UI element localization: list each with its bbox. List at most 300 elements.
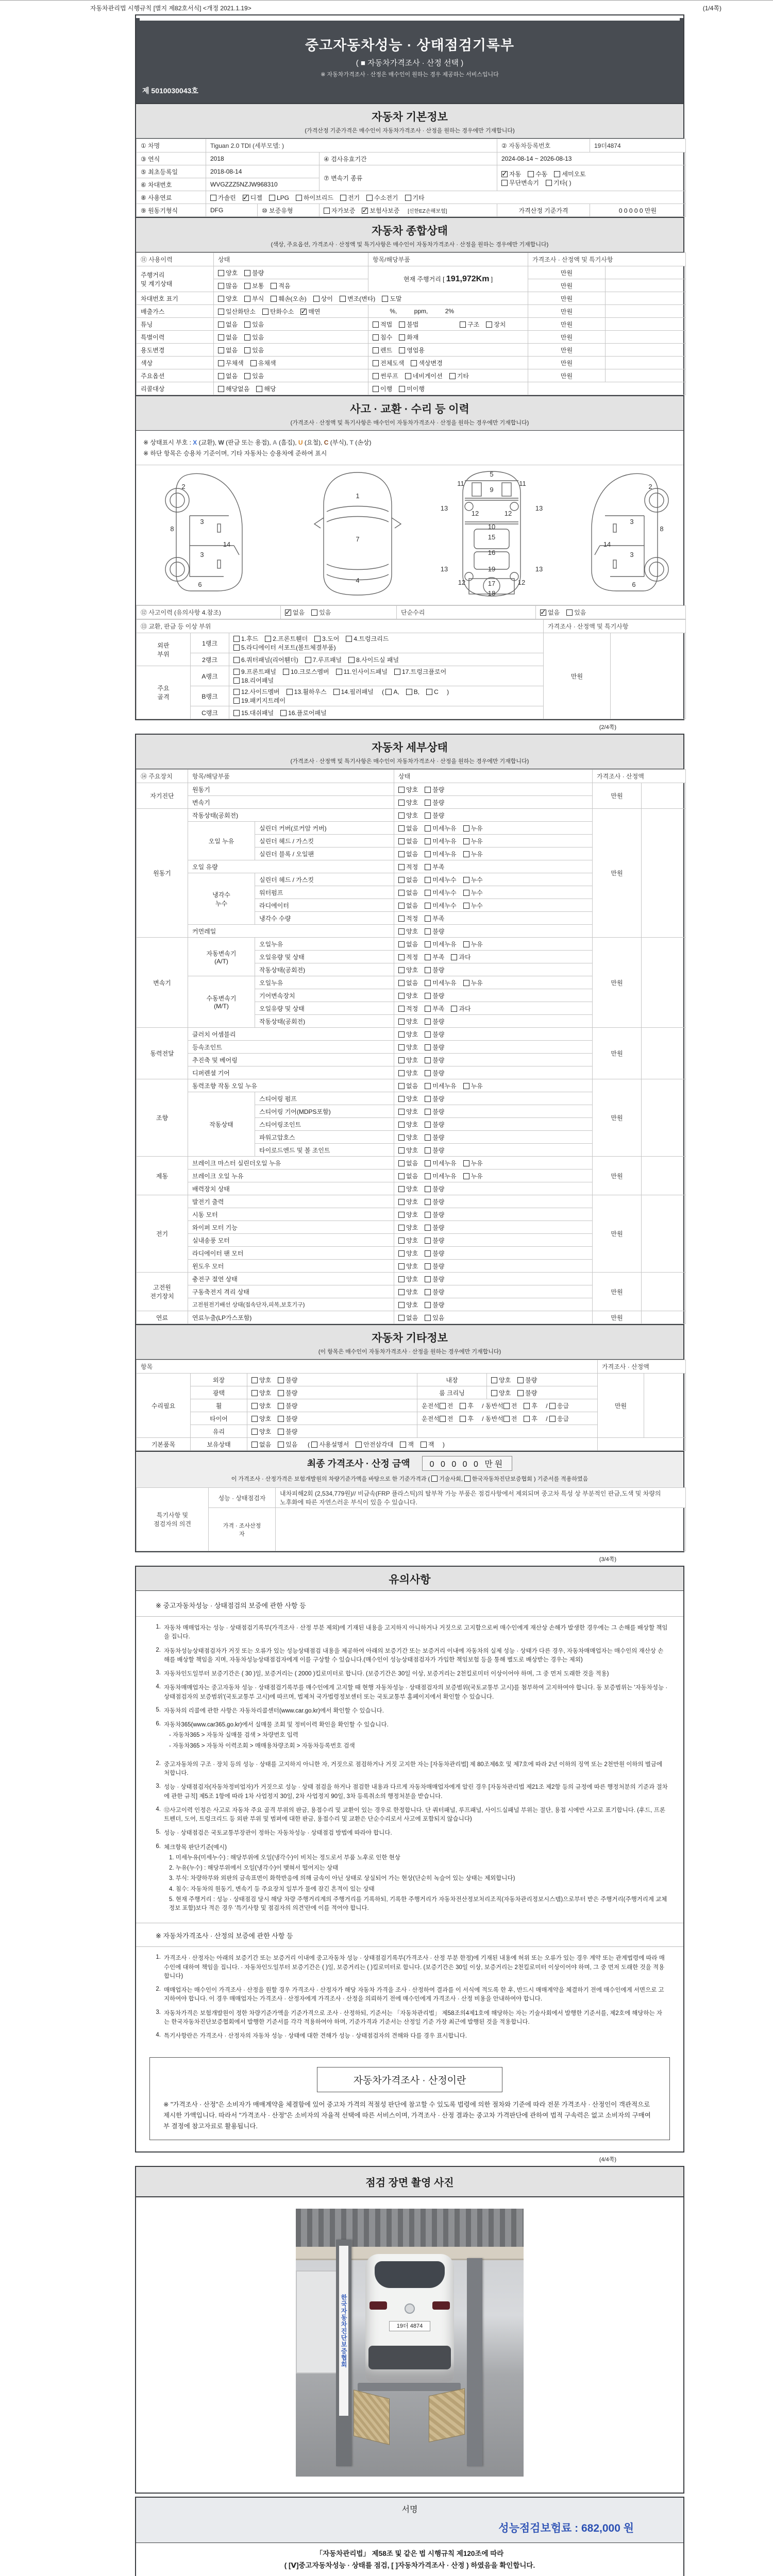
checkbox[interactable] bbox=[425, 1276, 431, 1282]
checkbox-option[interactable] bbox=[425, 1236, 444, 1245]
checkbox[interactable] bbox=[398, 1173, 405, 1179]
checkbox-option[interactable] bbox=[218, 307, 256, 316]
checkbox[interactable] bbox=[425, 941, 431, 947]
checkbox[interactable] bbox=[463, 1160, 469, 1166]
checkbox[interactable] bbox=[398, 1019, 405, 1025]
checkbox-option[interactable] bbox=[463, 888, 483, 897]
checkbox-option[interactable] bbox=[373, 371, 398, 380]
checkbox-option[interactable] bbox=[373, 333, 392, 342]
checkbox[interactable] bbox=[262, 309, 268, 315]
checkbox[interactable] bbox=[425, 903, 431, 909]
checkbox-option[interactable] bbox=[278, 1427, 297, 1436]
checkbox-option[interactable] bbox=[243, 193, 262, 202]
checkbox-option[interactable] bbox=[440, 1401, 453, 1410]
checkbox[interactable] bbox=[218, 296, 224, 302]
checkbox[interactable] bbox=[425, 1238, 431, 1244]
checkbox-option[interactable] bbox=[425, 1094, 444, 1103]
checkbox-option[interactable] bbox=[271, 281, 290, 290]
checkbox[interactable] bbox=[244, 270, 250, 276]
checkbox-option[interactable] bbox=[333, 687, 374, 696]
checkbox-option[interactable] bbox=[382, 294, 401, 303]
checkbox[interactable] bbox=[566, 609, 573, 616]
checkbox[interactable] bbox=[425, 980, 431, 986]
checkbox[interactable] bbox=[269, 195, 275, 201]
checkbox[interactable] bbox=[233, 645, 240, 651]
checkbox-option[interactable] bbox=[425, 1133, 444, 1142]
checkbox[interactable] bbox=[233, 689, 240, 695]
checkbox-option[interactable] bbox=[244, 294, 264, 303]
checkbox[interactable] bbox=[366, 195, 373, 201]
checkbox-option[interactable] bbox=[425, 1017, 444, 1026]
checkbox-option[interactable] bbox=[373, 359, 404, 367]
checkbox[interactable] bbox=[463, 890, 469, 896]
checkbox-option[interactable] bbox=[425, 1262, 444, 1270]
checkbox-option[interactable] bbox=[305, 655, 342, 664]
checkbox[interactable] bbox=[398, 928, 405, 935]
checkbox[interactable] bbox=[425, 800, 431, 806]
checkbox-option[interactable] bbox=[517, 1376, 537, 1384]
checkbox-option[interactable] bbox=[398, 965, 418, 974]
checkbox-option[interactable] bbox=[373, 384, 392, 393]
checkbox[interactable] bbox=[233, 677, 240, 684]
checkbox[interactable] bbox=[398, 825, 405, 832]
checkbox-option[interactable] bbox=[425, 1056, 444, 1064]
checkbox-option[interactable] bbox=[501, 178, 539, 187]
checkbox[interactable] bbox=[460, 1403, 466, 1409]
checkbox[interactable] bbox=[346, 636, 352, 642]
checkbox[interactable] bbox=[425, 967, 431, 973]
checkbox-option[interactable] bbox=[218, 333, 238, 342]
checkbox[interactable] bbox=[218, 347, 224, 353]
checkbox-option[interactable] bbox=[463, 1159, 483, 1167]
checkbox-option[interactable] bbox=[398, 1107, 418, 1116]
checkbox[interactable] bbox=[425, 1186, 431, 1192]
checkbox-option[interactable] bbox=[278, 1401, 297, 1410]
checkbox-option[interactable] bbox=[218, 268, 238, 277]
checkbox-option[interactable] bbox=[554, 170, 585, 178]
checkbox-option[interactable] bbox=[244, 268, 264, 277]
checkbox[interactable] bbox=[324, 208, 330, 214]
checkbox-option[interactable] bbox=[366, 193, 398, 202]
checkbox-option[interactable] bbox=[425, 1197, 444, 1206]
checkbox-option[interactable] bbox=[218, 359, 244, 367]
checkbox[interactable] bbox=[382, 296, 388, 302]
checkbox[interactable] bbox=[278, 1429, 284, 1435]
checkbox[interactable] bbox=[425, 993, 431, 999]
checkbox-option[interactable] bbox=[425, 1081, 456, 1090]
checkbox[interactable] bbox=[256, 386, 262, 392]
checkbox[interactable] bbox=[398, 1263, 405, 1269]
checkbox[interactable] bbox=[486, 321, 492, 328]
checkbox-option[interactable] bbox=[244, 320, 264, 329]
checkbox-option[interactable] bbox=[398, 1159, 418, 1167]
checkbox[interactable] bbox=[244, 283, 250, 289]
checkbox-option[interactable] bbox=[256, 384, 276, 393]
checkbox[interactable] bbox=[399, 347, 405, 353]
checkbox-option[interactable] bbox=[546, 178, 572, 187]
checkbox[interactable] bbox=[425, 851, 431, 857]
checkbox[interactable] bbox=[398, 864, 405, 870]
checkbox-option[interactable] bbox=[233, 667, 276, 676]
checkbox[interactable] bbox=[425, 1057, 431, 1063]
checkbox-option[interactable] bbox=[251, 1401, 271, 1410]
checkbox[interactable] bbox=[425, 890, 431, 896]
checkbox-option[interactable] bbox=[244, 346, 264, 354]
checkbox-option[interactable] bbox=[398, 1030, 418, 1039]
checkbox-option[interactable] bbox=[425, 1300, 444, 1309]
checkbox-option[interactable] bbox=[425, 940, 456, 948]
checkbox[interactable] bbox=[305, 657, 311, 663]
checkbox[interactable] bbox=[250, 360, 257, 366]
checkbox-option[interactable] bbox=[463, 837, 483, 845]
checkbox[interactable] bbox=[398, 967, 405, 973]
checkbox-option[interactable] bbox=[233, 696, 285, 705]
checkbox-option[interactable] bbox=[250, 359, 276, 367]
checkbox[interactable] bbox=[218, 321, 224, 328]
checkbox-option[interactable] bbox=[233, 676, 274, 685]
checkbox[interactable] bbox=[356, 1442, 362, 1448]
checkbox[interactable] bbox=[373, 360, 379, 366]
checkbox-option[interactable] bbox=[425, 1004, 444, 1013]
checkbox[interactable] bbox=[549, 1416, 556, 1422]
checkbox[interactable] bbox=[440, 1403, 446, 1409]
checkbox-option[interactable] bbox=[426, 688, 439, 696]
checkbox[interactable] bbox=[400, 1442, 406, 1448]
checkbox[interactable] bbox=[398, 1006, 405, 1012]
checkbox-option[interactable] bbox=[425, 1159, 456, 1167]
checkbox-option[interactable] bbox=[394, 667, 446, 676]
checkbox[interactable] bbox=[425, 1122, 431, 1128]
checkbox-option[interactable] bbox=[491, 1388, 511, 1397]
checkbox-option[interactable] bbox=[463, 901, 483, 910]
checkbox[interactable] bbox=[425, 1173, 431, 1179]
checkbox-option[interactable] bbox=[440, 1414, 453, 1423]
checkbox[interactable] bbox=[425, 1289, 431, 1295]
checkbox-option[interactable] bbox=[425, 837, 456, 845]
checkbox-option[interactable] bbox=[251, 1376, 271, 1384]
checkbox[interactable] bbox=[399, 321, 405, 328]
checkbox[interactable] bbox=[251, 1442, 258, 1448]
checkbox[interactable] bbox=[463, 1083, 469, 1089]
checkbox-checked[interactable] bbox=[300, 309, 307, 315]
checkbox[interactable] bbox=[218, 373, 224, 379]
checkbox-option[interactable] bbox=[425, 927, 444, 936]
checkbox[interactable] bbox=[524, 1416, 530, 1422]
checkbox[interactable] bbox=[398, 800, 405, 806]
checkbox[interactable] bbox=[463, 838, 469, 844]
checkbox[interactable] bbox=[451, 1006, 457, 1012]
checkbox-option[interactable] bbox=[425, 1249, 444, 1258]
checkbox-option[interactable] bbox=[398, 1287, 418, 1296]
checkbox-option[interactable] bbox=[425, 1223, 444, 1232]
checkbox[interactable] bbox=[425, 1263, 431, 1269]
checkbox-option[interactable] bbox=[398, 1197, 418, 1206]
checkbox-checked[interactable] bbox=[285, 609, 291, 616]
checkbox[interactable] bbox=[398, 812, 405, 819]
checkbox-option[interactable] bbox=[218, 346, 238, 354]
checkbox[interactable] bbox=[426, 689, 432, 695]
checkbox-option[interactable] bbox=[313, 294, 333, 303]
checkbox[interactable] bbox=[233, 710, 240, 716]
checkbox-option[interactable] bbox=[503, 1401, 517, 1410]
checkbox[interactable] bbox=[406, 689, 412, 695]
checkbox-option[interactable] bbox=[324, 206, 355, 215]
checkbox[interactable] bbox=[425, 1212, 431, 1218]
checkbox-option[interactable] bbox=[425, 824, 456, 833]
checkbox-option[interactable] bbox=[398, 850, 418, 858]
checkbox-option[interactable] bbox=[244, 371, 264, 380]
checkbox-option[interactable] bbox=[244, 333, 264, 342]
checkbox[interactable] bbox=[503, 1416, 510, 1422]
checkbox[interactable] bbox=[524, 1403, 530, 1409]
checkbox-option[interactable] bbox=[463, 940, 483, 948]
checkbox-option[interactable] bbox=[262, 307, 294, 316]
checkbox-engineer-society[interactable] bbox=[431, 1476, 438, 1482]
checkbox[interactable] bbox=[399, 334, 405, 341]
checkbox[interactable] bbox=[278, 1403, 284, 1409]
checkbox[interactable] bbox=[311, 1442, 317, 1448]
checkbox[interactable] bbox=[425, 1315, 431, 1321]
checkbox-option[interactable] bbox=[398, 1004, 418, 1013]
checkbox[interactable] bbox=[425, 787, 431, 793]
checkbox-option[interactable] bbox=[399, 320, 418, 329]
checkbox[interactable] bbox=[251, 1377, 258, 1383]
checkbox[interactable] bbox=[421, 1442, 427, 1448]
checkbox-option[interactable] bbox=[398, 1017, 418, 1026]
checkbox-option[interactable] bbox=[348, 655, 399, 664]
checkbox-option[interactable] bbox=[398, 875, 418, 884]
checkbox-option[interactable] bbox=[425, 914, 444, 923]
checkbox[interactable] bbox=[336, 669, 342, 675]
checkbox-option[interactable] bbox=[398, 1275, 418, 1283]
checkbox-checked[interactable] bbox=[243, 195, 249, 201]
checkbox-option[interactable] bbox=[398, 1146, 418, 1155]
checkbox[interactable] bbox=[244, 373, 250, 379]
checkbox-option[interactable] bbox=[285, 608, 305, 617]
checkbox-option[interactable] bbox=[311, 1440, 349, 1449]
checkbox[interactable] bbox=[398, 1289, 405, 1295]
checkbox[interactable] bbox=[425, 1006, 431, 1012]
checkbox-option[interactable] bbox=[398, 1249, 418, 1258]
checkbox-option[interactable] bbox=[399, 333, 418, 342]
checkbox[interactable] bbox=[554, 171, 560, 177]
checkbox-option[interactable] bbox=[398, 1094, 418, 1103]
checkbox-option[interactable] bbox=[251, 1427, 271, 1436]
checkbox-option[interactable] bbox=[296, 193, 333, 202]
checkbox-option[interactable] bbox=[425, 1313, 444, 1322]
checkbox-option[interactable] bbox=[425, 978, 456, 987]
checkbox-option[interactable] bbox=[398, 991, 418, 1000]
checkbox-option[interactable] bbox=[517, 1388, 537, 1397]
checkbox-option[interactable] bbox=[251, 1414, 271, 1423]
checkbox[interactable] bbox=[425, 877, 431, 883]
checkbox[interactable] bbox=[373, 373, 379, 379]
checkbox-option[interactable] bbox=[398, 1313, 418, 1322]
checkbox[interactable] bbox=[233, 657, 240, 663]
checkbox-option[interactable] bbox=[463, 1081, 483, 1090]
checkbox[interactable] bbox=[546, 180, 552, 186]
checkbox-option[interactable] bbox=[451, 1004, 470, 1013]
checkbox[interactable] bbox=[398, 903, 405, 909]
checkbox-option[interactable] bbox=[425, 798, 444, 807]
checkbox[interactable] bbox=[425, 864, 431, 870]
checkbox[interactable] bbox=[251, 1403, 258, 1409]
checkbox-option[interactable] bbox=[269, 194, 289, 201]
checkbox[interactable] bbox=[278, 1377, 284, 1383]
checkbox[interactable] bbox=[251, 1429, 258, 1435]
checkbox[interactable] bbox=[333, 689, 340, 695]
checkbox-option[interactable] bbox=[425, 1287, 444, 1296]
checkbox-option[interactable] bbox=[566, 608, 586, 617]
checkbox[interactable] bbox=[463, 941, 469, 947]
checkbox[interactable] bbox=[463, 851, 469, 857]
checkbox-option[interactable] bbox=[300, 307, 320, 316]
checkbox[interactable] bbox=[503, 1403, 510, 1409]
checkbox-option[interactable] bbox=[398, 837, 418, 845]
checkbox[interactable] bbox=[425, 1083, 431, 1089]
checkbox-option[interactable] bbox=[503, 1414, 517, 1423]
checkbox-option[interactable] bbox=[425, 1146, 444, 1155]
checkbox[interactable] bbox=[425, 954, 431, 960]
checkbox[interactable] bbox=[405, 373, 411, 379]
checkbox-option[interactable] bbox=[356, 1440, 393, 1449]
checkbox[interactable] bbox=[398, 1096, 405, 1102]
checkbox[interactable] bbox=[398, 954, 405, 960]
checkbox[interactable] bbox=[398, 851, 405, 857]
checkbox[interactable] bbox=[425, 1302, 431, 1308]
checkbox-option[interactable] bbox=[398, 1184, 418, 1193]
checkbox[interactable] bbox=[517, 1390, 524, 1396]
checkbox[interactable] bbox=[501, 180, 508, 186]
checkbox[interactable] bbox=[449, 373, 456, 379]
checkbox[interactable] bbox=[425, 1147, 431, 1154]
checkbox-option[interactable] bbox=[398, 785, 418, 794]
checkbox[interactable] bbox=[233, 669, 240, 675]
checkbox[interactable] bbox=[398, 1199, 405, 1205]
checkbox[interactable] bbox=[398, 1147, 405, 1154]
checkbox[interactable] bbox=[271, 283, 277, 289]
checkbox-checked[interactable] bbox=[501, 171, 508, 177]
checkbox[interactable] bbox=[340, 195, 346, 201]
checkbox[interactable] bbox=[425, 838, 431, 844]
checkbox-option[interactable] bbox=[425, 862, 444, 871]
checkbox[interactable] bbox=[425, 1199, 431, 1205]
checkbox-option[interactable] bbox=[218, 294, 238, 303]
checkbox-option[interactable] bbox=[425, 1120, 444, 1129]
checkbox[interactable] bbox=[491, 1377, 497, 1383]
checkbox-option[interactable] bbox=[491, 1376, 511, 1384]
checkbox[interactable] bbox=[265, 636, 271, 642]
checkbox-option[interactable] bbox=[421, 1440, 434, 1449]
checkbox[interactable] bbox=[425, 1070, 431, 1076]
checkbox-option[interactable] bbox=[425, 888, 456, 897]
checkbox[interactable] bbox=[398, 1225, 405, 1231]
checkbox[interactable] bbox=[398, 1186, 405, 1192]
checkbox[interactable] bbox=[398, 1250, 405, 1257]
checkbox[interactable] bbox=[244, 296, 250, 302]
checkbox-option[interactable] bbox=[398, 1056, 418, 1064]
checkbox-option[interactable] bbox=[460, 320, 479, 329]
checkbox[interactable] bbox=[425, 1044, 431, 1050]
checkbox[interactable] bbox=[463, 825, 469, 832]
checkbox-option[interactable] bbox=[425, 1043, 444, 1052]
checkbox[interactable] bbox=[460, 1416, 466, 1422]
checkbox-option[interactable] bbox=[398, 862, 418, 871]
checkbox-option[interactable] bbox=[233, 687, 280, 696]
checkbox[interactable] bbox=[425, 1096, 431, 1102]
checkbox[interactable] bbox=[218, 386, 224, 392]
checkbox[interactable] bbox=[517, 1377, 524, 1383]
checkbox[interactable] bbox=[398, 1109, 405, 1115]
checkbox-option[interactable] bbox=[405, 193, 425, 202]
checkbox[interactable] bbox=[425, 1019, 431, 1025]
checkbox-option[interactable] bbox=[463, 850, 483, 858]
checkbox[interactable] bbox=[425, 1134, 431, 1141]
checkbox-option[interactable] bbox=[528, 170, 547, 178]
checkbox[interactable] bbox=[460, 321, 466, 328]
checkbox-option[interactable] bbox=[463, 1172, 483, 1180]
checkbox[interactable] bbox=[385, 689, 392, 695]
checkbox-option[interactable] bbox=[398, 811, 418, 820]
checkbox[interactable] bbox=[463, 903, 469, 909]
checkbox-option[interactable] bbox=[405, 371, 443, 380]
checkbox[interactable] bbox=[287, 689, 293, 695]
checkbox[interactable] bbox=[440, 1416, 446, 1422]
checkbox[interactable] bbox=[425, 916, 431, 922]
checkbox-option[interactable] bbox=[460, 1414, 474, 1423]
checkbox-option[interactable] bbox=[287, 687, 327, 696]
checkbox[interactable] bbox=[210, 195, 216, 201]
checkbox[interactable] bbox=[233, 698, 240, 704]
checkbox-option[interactable] bbox=[398, 1262, 418, 1270]
checkbox-option[interactable] bbox=[425, 965, 444, 974]
checkbox-option[interactable] bbox=[251, 1388, 271, 1397]
checkbox-option[interactable] bbox=[311, 608, 331, 617]
checkbox[interactable] bbox=[398, 1238, 405, 1244]
checkbox-option[interactable] bbox=[425, 1030, 444, 1039]
checkbox-option[interactable] bbox=[340, 294, 375, 303]
checkbox[interactable] bbox=[463, 980, 469, 986]
checkbox[interactable] bbox=[311, 609, 317, 616]
checkbox-option[interactable] bbox=[340, 193, 360, 202]
checkbox[interactable] bbox=[296, 195, 302, 201]
checkbox[interactable] bbox=[399, 386, 405, 392]
checkbox[interactable] bbox=[251, 1390, 258, 1396]
checkbox[interactable] bbox=[398, 787, 405, 793]
checkbox-option[interactable] bbox=[336, 667, 388, 676]
checkbox-option[interactable] bbox=[278, 1376, 297, 1384]
checkbox[interactable] bbox=[251, 1416, 258, 1422]
checkbox[interactable] bbox=[463, 1173, 469, 1179]
checkbox[interactable] bbox=[451, 954, 457, 960]
checkbox-option[interactable] bbox=[210, 193, 236, 202]
checkbox-option[interactable] bbox=[549, 1401, 569, 1410]
checkbox-option[interactable] bbox=[425, 1210, 444, 1219]
checkbox-option[interactable] bbox=[425, 1172, 456, 1180]
checkbox[interactable] bbox=[373, 347, 379, 353]
checkbox-option[interactable] bbox=[398, 914, 418, 923]
checkbox-option[interactable] bbox=[425, 901, 456, 910]
checkbox-option[interactable] bbox=[398, 888, 418, 897]
checkbox-option[interactable] bbox=[218, 320, 238, 329]
checkbox[interactable] bbox=[491, 1390, 497, 1396]
checkbox-option[interactable] bbox=[314, 634, 339, 643]
checkbox-option[interactable] bbox=[463, 875, 483, 884]
checkbox[interactable] bbox=[549, 1403, 556, 1409]
checkbox[interactable] bbox=[425, 928, 431, 935]
checkbox-option[interactable] bbox=[425, 875, 456, 884]
checkbox[interactable] bbox=[218, 334, 224, 341]
